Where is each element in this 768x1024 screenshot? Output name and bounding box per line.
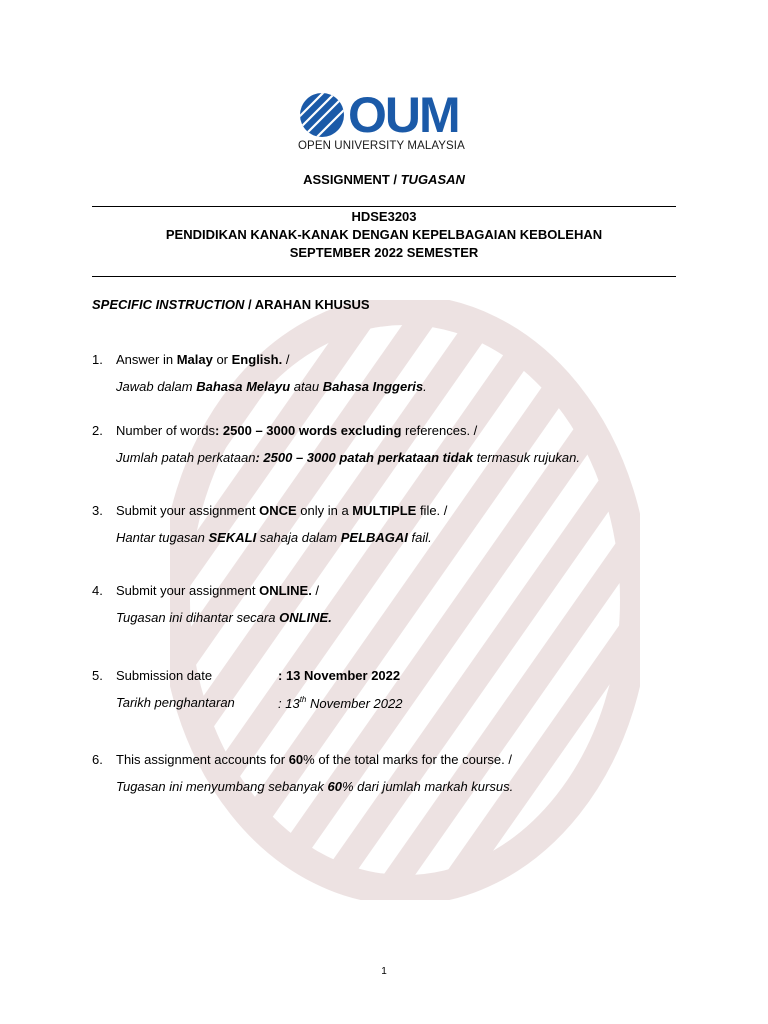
item-text-my	[116, 450, 580, 465]
oum-logo	[298, 87, 478, 158]
page-number: 1	[381, 966, 387, 977]
text: % of the total marks for the course. /	[303, 752, 512, 767]
item-number: 5.	[92, 668, 103, 683]
section-slash: /	[244, 297, 255, 312]
section-title-en: SPECIFIC INSTRUCTION	[92, 297, 245, 312]
item-text-en	[116, 503, 447, 518]
text: or	[212, 352, 232, 367]
assignment-title	[92, 172, 676, 187]
text: termasuk rujukan.	[473, 450, 580, 465]
section-title	[92, 297, 370, 312]
text-bold: MULTIPLE	[352, 503, 417, 518]
item-text-en	[116, 423, 477, 438]
item-text-en	[116, 352, 289, 367]
item-text-en	[116, 583, 319, 598]
text: Answer in	[116, 352, 177, 367]
text: Number of words	[116, 423, 215, 438]
top-rule	[92, 206, 676, 207]
item-number: 2.	[92, 423, 103, 438]
text: This assignment accounts for	[116, 752, 289, 767]
text: : 13	[278, 696, 300, 711]
text-bold: ONLINE.	[279, 610, 332, 625]
text-bold: : 2500 – 3000 words excluding	[214, 423, 402, 438]
text-bold: SEKALI	[208, 530, 257, 545]
text: % dari jumlah markah kursus.	[341, 779, 514, 794]
bottom-rule	[92, 276, 676, 277]
tarikh-label: Tarikh penghantaran	[116, 695, 235, 710]
text: references. /	[401, 423, 478, 438]
section-title-my: ARAHAN KHUSUS	[254, 297, 370, 312]
text: Jawab dalam	[116, 379, 197, 394]
course-code: HDSE3203	[351, 209, 417, 224]
text: fail.	[407, 530, 432, 545]
text: Submit your assignment	[116, 583, 260, 598]
text: November 2022	[306, 696, 403, 711]
assignment-my: TUGASAN	[400, 172, 465, 187]
tarikh-value	[278, 695, 402, 711]
text: file. /	[416, 503, 448, 518]
text: Submit your assignment	[116, 503, 260, 518]
text: sahaja dalam	[256, 530, 341, 545]
semester: SEPTEMBER 2022 SEMESTER	[289, 245, 479, 260]
item-text-my	[116, 610, 332, 625]
assignment-en: ASSIGNMENT	[303, 172, 390, 187]
logo-subtitle: OPEN UNIVERSITY MALAYSIA	[298, 140, 465, 152]
text: /	[311, 583, 320, 598]
text-bold: Bahasa Melayu	[196, 379, 291, 394]
title-slash: /	[389, 172, 401, 187]
item-text-my	[116, 379, 427, 394]
oum-globe-icon	[298, 92, 346, 138]
text-bold: English.	[231, 352, 283, 367]
course-title: PENDIDIKAN KANAK-KANAK DENGAN KEPELBAGAIAN KEBOLEHAN	[165, 227, 603, 242]
text: .	[423, 379, 427, 394]
text: Hantar tugasan	[116, 530, 209, 545]
text-bold: 60	[288, 752, 304, 767]
text-superscript: th	[299, 695, 307, 704]
submission-date-value: : 13 November 2022	[278, 668, 401, 683]
text: atau	[290, 379, 323, 394]
text: Jumlah patah perkataan	[116, 450, 256, 465]
text-bold: ONLINE.	[259, 583, 312, 598]
text-bold: ONCE	[259, 503, 297, 518]
text: only in a	[296, 503, 353, 518]
item-text-en	[116, 752, 512, 767]
item-number: 3.	[92, 503, 103, 518]
logo-wordmark: OUM	[348, 87, 459, 143]
item-number: 4.	[92, 583, 103, 598]
text-bold: Malay	[176, 352, 213, 367]
text-bold: : 2500 – 3000 patah perkataan tidak	[255, 450, 473, 465]
item-number: 6.	[92, 752, 103, 767]
item-text-my	[116, 779, 513, 794]
text: Tugasan ini menyumbang sebanyak	[116, 779, 328, 794]
submission-date-label: Submission date	[116, 668, 213, 683]
text: /	[282, 352, 290, 367]
text-bold: 60	[327, 779, 342, 794]
text-bold: Bahasa Inggeris	[322, 379, 424, 394]
item-number: 1.	[92, 352, 103, 367]
text-bold: PELBAGAI	[340, 530, 408, 545]
text: Tugasan ini dihantar secara	[116, 610, 280, 625]
item-text-my	[116, 530, 432, 545]
